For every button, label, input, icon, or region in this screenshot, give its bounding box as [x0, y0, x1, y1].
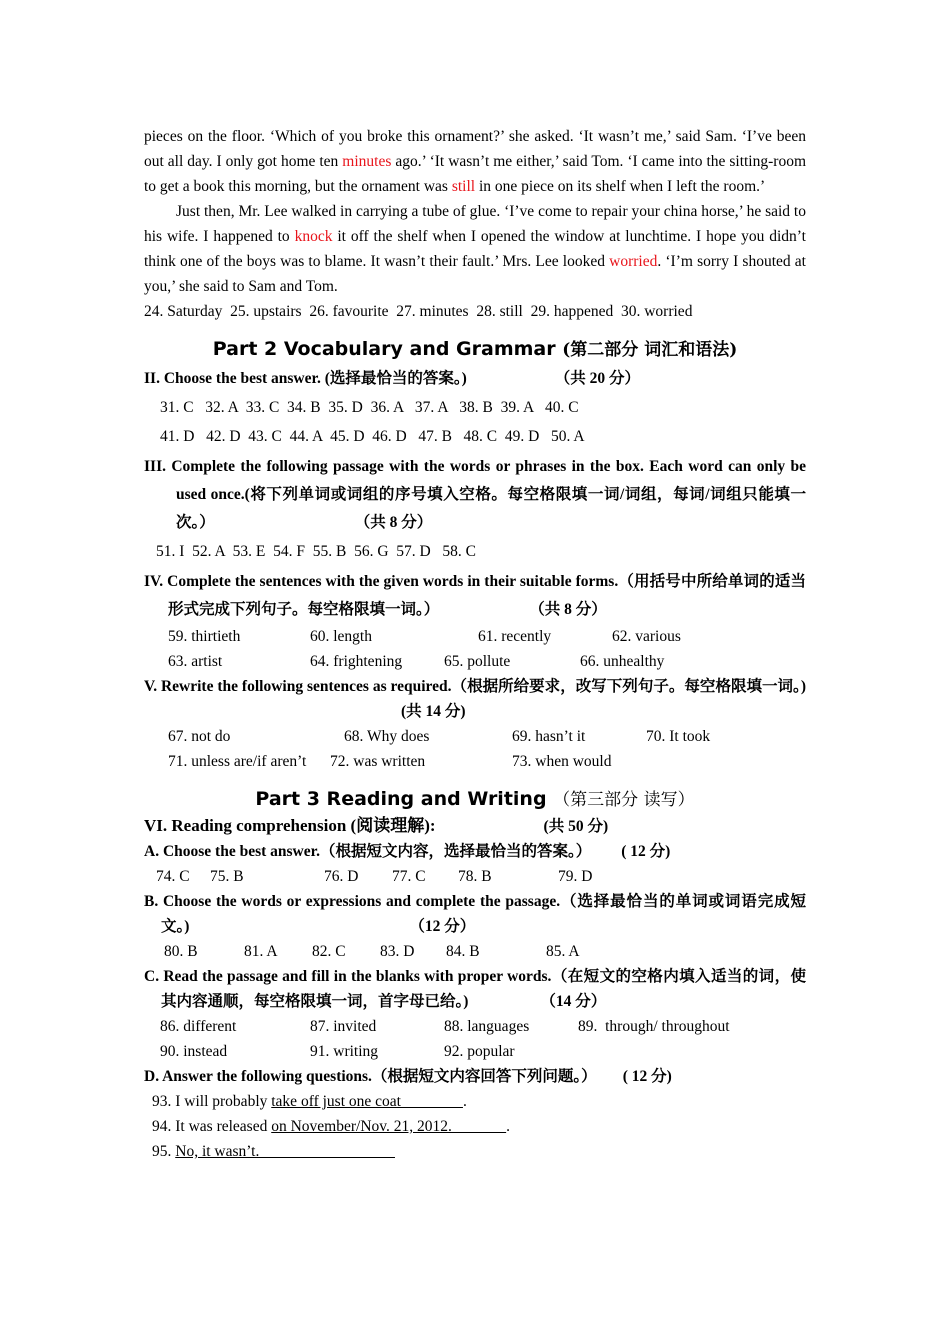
- answer-93: 93. I will probably take off just one coat .: [152, 1093, 467, 1110]
- answer-item: 83. D: [380, 943, 415, 960]
- answers-31-40: 31. C 32. A 33. C 34. B 35. D 36. A 37. A 38. B 39. A 40. C: [160, 399, 579, 416]
- answer-item: 68. Why does: [344, 728, 430, 745]
- answer-item: 66. unhealthy: [580, 653, 665, 670]
- answer-item: 65. pollute: [444, 653, 511, 670]
- passage-paragraph-1: pieces on the floor. ‘Which of you broke this ornament?’ she asked. ‘It wasn’t me,’ said Sam. ‘I’ve been out all day. I only got home ten minutes ago.’ ‘It wasn’t me either,’ said Tom. ‘I came into the sitting-room to get a book this morning, but the ornament was still in one piece on its shelf when I left the room.’: [144, 128, 806, 195]
- answer-item: 74. C: [156, 868, 190, 885]
- answer-item: 75. B: [210, 868, 244, 885]
- section-iv-heading: IV. Complete the sentences with the given words in their suitable forms.（用括号中所给单词的适当形式完成下列句子。每空格限填一词。） （共 8 分）: [144, 573, 806, 618]
- answers-86-92: [144, 1014, 806, 1064]
- answers-74-79: [144, 864, 806, 889]
- answers-80-85: [144, 939, 806, 964]
- section-a-heading: A. Choose the best answer.（根据短文内容，选择最恰当的答案。） ( 12 分): [144, 843, 671, 860]
- part3-title: Part 3 Reading and Writing （第三部分 读写）: [255, 788, 695, 810]
- answer-item: 59. thirtieth: [168, 628, 241, 645]
- section-d-heading: D. Answer the following questions.（根据短文内容回答下列问题。） ( 12 分): [144, 1068, 672, 1085]
- section-vi-heading: VI. Reading comprehension (阅读理解): (共 50 分): [144, 816, 609, 835]
- answer-item: 87. invited: [310, 1018, 377, 1035]
- answer-item: 77. C: [392, 868, 426, 885]
- part2-title: Part 2 Vocabulary and Grammar (第二部分 词汇和语法): [212, 338, 738, 360]
- section-b-heading: B. Choose the words or expressions and complete the passage.（选择最恰当的单词或词语完成短文。) （12 分）: [144, 893, 806, 935]
- answers-51-58: 51. I 52. A 53. E 54. F 55. B 56. G 57. D 58. C: [156, 543, 476, 560]
- answer-item: 92. popular: [444, 1043, 515, 1060]
- answer-item: 86. different: [160, 1018, 237, 1035]
- section-iii-heading: III. Complete the following passage with the words or phrases in the box. Each word can only be used once.(将下列单词或词组的序号填入空格。每空格限填一词/词组，每词/词组只能填一次。） （共 8 分）: [144, 458, 806, 531]
- answer-item: 79. D: [558, 868, 593, 885]
- answer-item: 90. instead: [160, 1043, 228, 1060]
- passage-paragraph-2: Just then, Mr. Lee walked in carrying a tube of glue. ‘I’ve come to repair your china horse,’ he said to his wife. I happened to knock it off the shelf when I opened the window at lunchtime. I hope you didn’t think one of the boys was to blame. It wasn’t their fault.’ Mrs. Lee looked worried. ‘I’m sorry I shouted at you,’ she said to Sam and Tom.: [144, 203, 806, 295]
- answer-item: 70. It took: [646, 728, 711, 745]
- answer-item: 67. not do: [168, 728, 231, 745]
- answer-item: 82. C: [312, 943, 346, 960]
- answers-24-30: 24. Saturday 25. upstairs 26. favourite 27. minutes 28. still 29. happened 30. worried: [144, 303, 693, 320]
- answer-item: 60. length: [310, 628, 372, 645]
- answer-highlight-still: still: [451, 178, 476, 195]
- answer-item: 91. writing: [310, 1043, 379, 1060]
- answers-67-73: [144, 724, 806, 774]
- answer-item: 80. B: [164, 943, 198, 960]
- answer-item: 84. B: [446, 943, 480, 960]
- answer-highlight-worried: worried: [609, 253, 658, 270]
- answer-item: 64. frightening: [310, 653, 403, 670]
- answer-item: 76. D: [324, 868, 359, 885]
- answer-highlight-minutes: minutes: [342, 153, 392, 170]
- answer-item: 62. various: [612, 628, 681, 645]
- answers-41-50: 41. D 42. D 43. C 44. A 45. D 46. D 47. B 48. C 49. D 50. A: [160, 428, 585, 445]
- answers-59-66: [144, 624, 806, 674]
- answer-item: 89. through/ throughout: [578, 1018, 730, 1035]
- answer-item: 72. was written: [330, 753, 426, 770]
- answer-item: 78. B: [458, 868, 492, 885]
- section-v-heading: V. Rewrite the following sentences as required.（根据所给要求，改写下列句子。每空格限填一词。)(共 14 分): [144, 678, 806, 720]
- answer-item: 61. recently: [478, 628, 552, 645]
- answer-item: 73. when would: [512, 753, 612, 770]
- answer-item: 69. hasn’t it: [512, 728, 586, 745]
- answer-item: 85. A: [546, 943, 580, 960]
- section-c-heading: C. Read the passage and fill in the blanks with proper words.（在短文的空格内填入适当的词，使其内容通顺，每空格限填一词，首字母已给。) （14 分）: [144, 968, 806, 1010]
- answer-94: 94. It was released on November/Nov. 21, 2012. .: [152, 1118, 511, 1135]
- section-ii-heading: II. Choose the best answer. (选择最恰当的答案。) （共 20 分）: [144, 370, 641, 387]
- answer-item: 81. A: [244, 943, 278, 960]
- answer-95: 95. No, it wasn’t.: [152, 1143, 395, 1160]
- answer-sheet-page: [144, 124, 806, 1164]
- answer-item: 63. artist: [168, 653, 223, 670]
- answer-item: 71. unless are/if aren’t: [168, 753, 307, 770]
- answer-highlight-knock: knock: [294, 228, 333, 245]
- answer-item: 88. languages: [444, 1018, 530, 1035]
